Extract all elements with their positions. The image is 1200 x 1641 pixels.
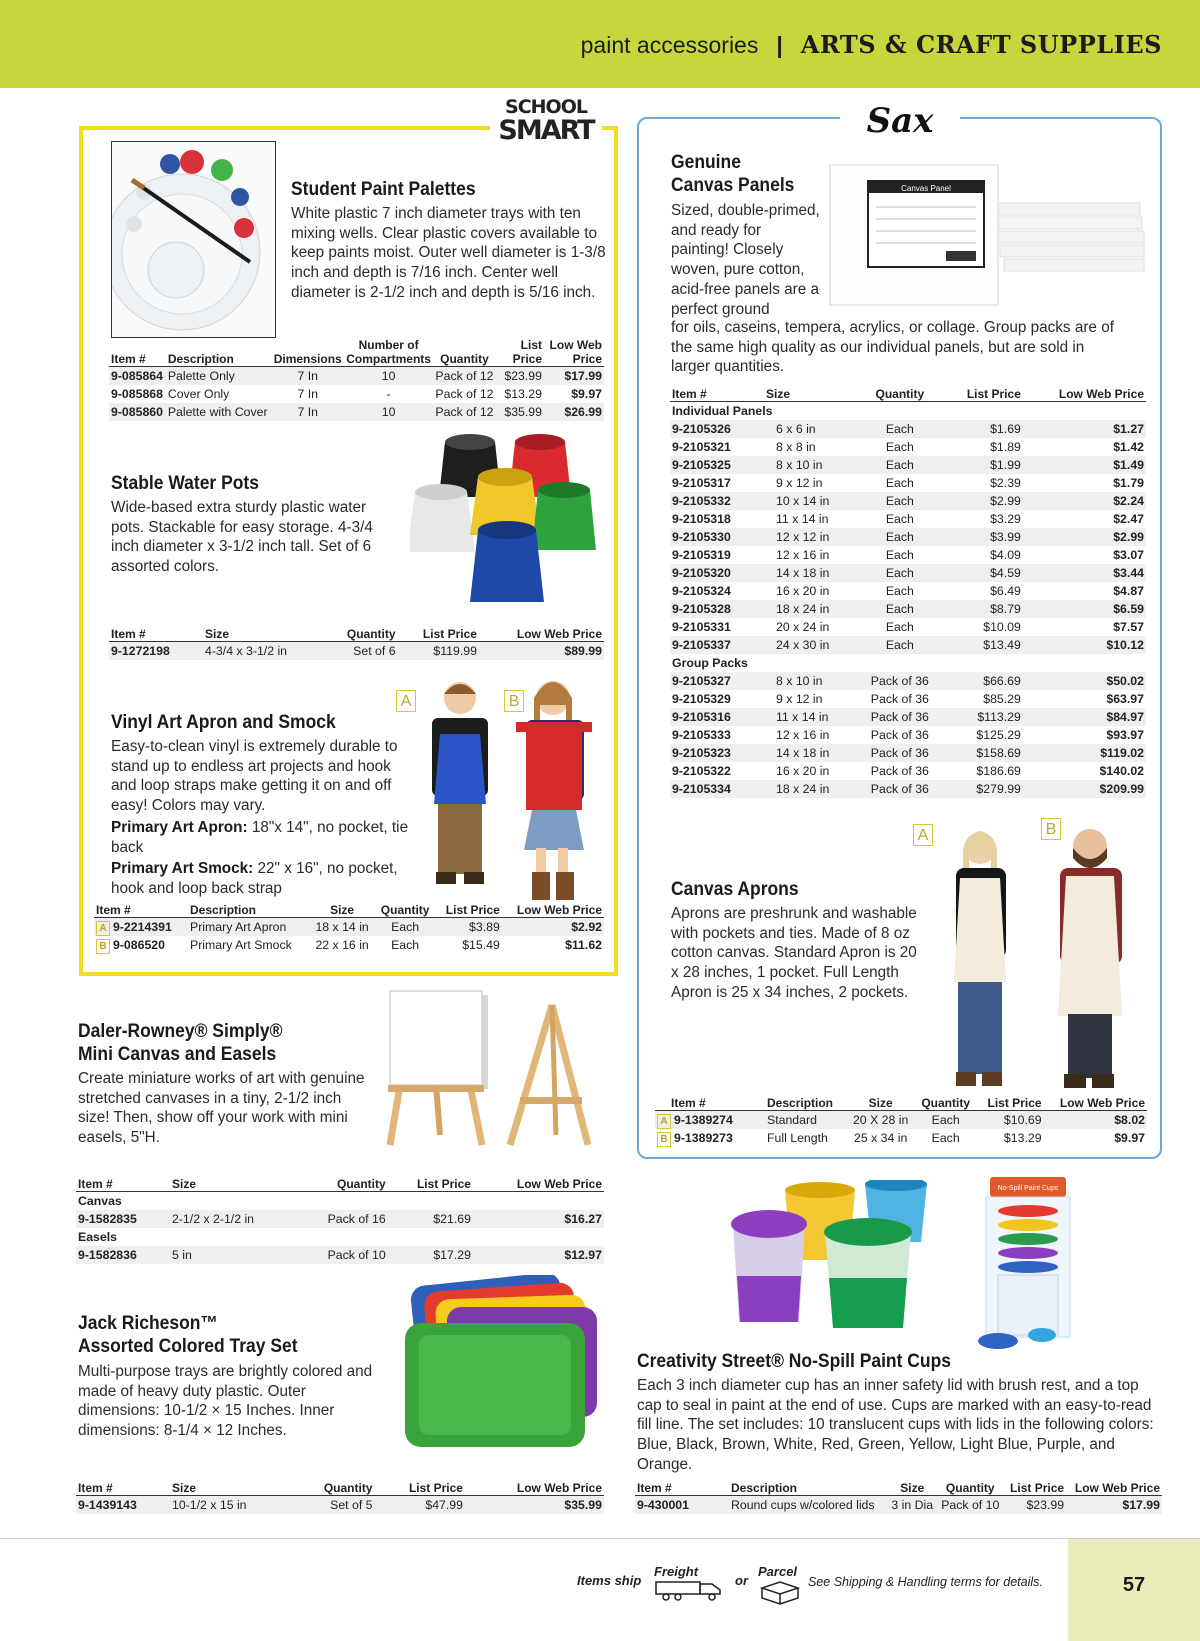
table-row: 9-430001 Round cups w/colored lids 3 in Dia Pack of 10 $23.99 $17.99 xyxy=(635,1496,1162,1515)
freight-truck-icon xyxy=(652,1564,728,1602)
waterpots-description: Wide-based extra sturdy plastic water pots. Stackable for easy storage. 4-3/4 inch diameter x 3-1/2 inch tall. Set of 6 assorted colors. xyxy=(111,499,373,576)
parcel-box-icon xyxy=(756,1566,806,1606)
items-ship-text: Items ship xyxy=(577,1573,642,1588)
apron-badge-b: B xyxy=(504,690,524,712)
freight-label: Freight xyxy=(654,1564,699,1579)
waterpots-image xyxy=(410,432,600,612)
table-row: 9-2105316 11 x 14 in Pack of 36 $113.29 $84.97 xyxy=(670,708,1146,726)
table-row: 9-1582835 2-1/2 x 2-1/2 in Pack of 16 $21.69 $16.27 xyxy=(76,1210,604,1228)
table-group-row: Easels xyxy=(76,1228,604,1246)
parcel-label: Parcel xyxy=(758,1564,798,1579)
tray-title: Jack Richeson™ Assorted Colored Tray Set xyxy=(78,1313,298,1357)
table-group-row: Group Packs xyxy=(670,654,1146,672)
palettes-title: Student Paint Palettes xyxy=(291,179,476,200)
table-row: 9-2105330 12 x 12 in Each $3.99 $2.99 xyxy=(670,528,1146,546)
row-badge: A xyxy=(657,1114,671,1129)
table-group-row: Canvas xyxy=(76,1192,604,1211)
table-header-row: Item # Description Dimensions Number of Compartments Quantity List Price Low Web Price xyxy=(111,338,602,366)
palettes-description: White plastic 7 inch diameter trays with ten mixing wells. Clear plastic covers available to keep paints moist. Outer well diameter is 1-3/8 inch and depth is 7/16 inch. Center well diameter is 2-1/2 inch and depth is 5/16 inch. xyxy=(291,205,606,301)
tray-table xyxy=(76,1481,604,1514)
row-badge: A xyxy=(96,921,110,936)
paint-cups-package-image xyxy=(972,1175,1082,1355)
paint-cups-title: Creativity Street® No-Spill Paint Cups xyxy=(637,1351,951,1372)
table-group-row: Individual Panels xyxy=(670,402,1146,421)
table-row: 9-2105327 8 x 10 in Pack of 36 $66.69 $50.02 xyxy=(670,672,1146,690)
table-row: 9-2105337 24 x 30 in Each $13.49 $10.12 xyxy=(670,636,1146,654)
table-row: 9-2105325 8 x 10 in Each $1.99 $1.49 xyxy=(670,456,1146,474)
page-number: 57 xyxy=(1122,1574,1146,1596)
canvas-panels-image xyxy=(828,163,1146,318)
canvas-aprons-image xyxy=(930,818,1150,1103)
table-row: 9-2105334 18 x 24 in Pack of 36 $279.99 $209.99 xyxy=(670,780,1146,798)
easels-table xyxy=(76,1177,604,1264)
category-name: ARTS & CRAFT SUPPLIES xyxy=(800,30,1162,59)
apron-feature-1: Primary Art Apron: 18"x 14", no pocket, tie back xyxy=(111,818,409,856)
tray-description: Multi-purpose trays are brightly colored and made of heavy duty plastic. Outer dimensions: 10-1/2 × 15 Inches. Inner dimensions: 8-1/4 × 12 Inches. xyxy=(78,1363,373,1440)
apron-description xyxy=(111,737,411,899)
easels-title: Daler-Rowney® Simply® Mini Canvas and Easels xyxy=(78,1021,283,1065)
table-header-row: Item # Size Quantity List Price Low Web Price xyxy=(111,627,602,641)
shipping-terms: See Shipping & Handling terms for details. xyxy=(808,1575,1043,1589)
table-row: 9-085864 Palette Only 7 In 10 Pack of 12 $23.99 $17.99 xyxy=(109,367,604,386)
apron-badge-a: A xyxy=(396,690,416,712)
table-row: 9-2105321 8 x 8 in Each $1.89 $1.42 xyxy=(672,439,1144,454)
apron-table xyxy=(94,903,604,954)
canvas-apron-badge-b: B xyxy=(1041,818,1061,840)
table-header-row: Item # Size Quantity List Price Low Web Price xyxy=(672,387,1144,401)
or-text: or xyxy=(735,1573,748,1588)
row-badge: B xyxy=(96,939,110,954)
table-row: 9-2105328 18 x 24 in Each $8.79 $6.59 xyxy=(670,600,1146,618)
table-row: 9-2105332 10 x 14 in Each $2.99 $2.24 xyxy=(670,492,1146,510)
footer-divider xyxy=(0,1538,1200,1539)
table-row: A 9-2214391 Primary Art Apron 18 x 14 in Each $3.89 $2.92 xyxy=(94,918,604,937)
canvas-panels-desc-narrow: Sized, double-primed, and ready for painting! Closely woven, pure cotton, acid-free panels are a perfect ground xyxy=(671,202,820,318)
table-header-row: Item # Description Size Quantity List Price Low Web Price xyxy=(637,1481,1160,1495)
canvas-panels-desc-wide: for oils, caseins, tempera, acrylics, or collage. Group packs are of the same high quality as our individual panels, but are sold in larger quantities. xyxy=(671,319,1114,376)
section-name: paint accessories xyxy=(580,32,759,58)
table-row: 9-2105324 16 x 20 in Each $6.49 $4.87 xyxy=(672,583,1144,598)
canvas-panels-table xyxy=(670,387,1146,798)
canvas-apron-badge-a: A xyxy=(913,824,933,846)
waterpots-title: Stable Water Pots xyxy=(111,473,259,494)
row-badge: B xyxy=(657,1132,671,1147)
apron-image xyxy=(418,676,608,908)
table-row: 9-2105322 16 x 20 in Pack of 36 $186.69 $140.02 xyxy=(672,763,1144,778)
school-smart-logo: SCHOOL SMART xyxy=(490,98,602,156)
package-label-text: No-Spill Paint Cups xyxy=(997,1185,1059,1192)
paint-cups-description: Each 3 inch diameter cup has an inner safety lid with brush rest, and a top cap to seal in paint at the end of use. Cups are marked with an easy-to-read fill line. The set includes: 10 translucent cups with lids in the following colors: Blue, Black, Brown, White, Red, Green, Yellow, Light Blue, Purple, and Orange. xyxy=(637,1377,1154,1473)
sax-logo: Sax xyxy=(840,96,960,146)
header-text xyxy=(581,30,1162,59)
table-row: A 9-1389274 Standard 20 X 28 in Each $10.69 $8.02 xyxy=(655,1111,1147,1130)
apron-desc-text: Easy-to-clean vinyl is extremely durable to stand up to endless art projects and hook and loop straps make getting it on and off easy! Colors may vary. xyxy=(111,738,398,815)
apron-feature-2: Primary Art Smock: 22" x 16", no pocket, hook and loop back strap xyxy=(111,860,398,897)
panel-label-text: Canvas Panel xyxy=(901,184,951,193)
table-row: 9-2105323 14 x 18 in Pack of 36 $158.69 $119.02 xyxy=(670,744,1146,762)
palette-image xyxy=(111,141,276,338)
palette-illustration xyxy=(112,142,275,337)
paint-cups-image xyxy=(725,1180,955,1335)
canvas-aprons-description: Aprons are preshrunk and washable with pockets and ties. Made of 8 oz cotton canvas. Standard Apron is 20 x 28 inches, 1 pocket. Full Length Apron is 25 x 34 inches, 2 pockets. xyxy=(671,905,917,1001)
table-row: 9-2105329 9 x 12 in Pack of 36 $85.29 $63.97 xyxy=(672,691,1144,706)
table-row: 9-1272198 4-3/4 x 3-1/2 in Set of 6 $119.99 $89.99 xyxy=(109,642,604,661)
table-row: 9-2105319 12 x 16 in Each $4.09 $3.07 xyxy=(672,547,1144,562)
easels-description: Create miniature works of art with genuine stretched canvases in a tiny, 2-1/2 inch size! Then, show off your work with mini easels, 5"H. xyxy=(78,1070,365,1147)
apron-title: Vinyl Art Apron and Smock xyxy=(111,712,336,733)
table-row: B 9-086520 Primary Art Smock 22 x 16 in Each $15.49 $11.62 xyxy=(94,936,604,954)
table-row: 9-1439143 10-1/2 x 15 in Set of 5 $47.99 $35.99 xyxy=(76,1496,604,1515)
table-header-row: Item # Size Quantity List Price Low Web Price xyxy=(78,1177,602,1191)
table-row: 9-085860 Palette with Cover 7 In 10 Pack of 12 $35.99 $26.99 xyxy=(109,403,604,421)
table-row: 9-2105326 6 x 6 in Each $1.69 $1.27 xyxy=(670,420,1146,438)
table-header-row: Item # Description Size Quantity List Price Low Web Price xyxy=(96,903,602,917)
table-row: 9-2105333 12 x 16 in Pack of 36 $125.29 $93.97 xyxy=(672,727,1144,742)
canvas-aprons-title: Canvas Aprons xyxy=(671,879,799,900)
table-header-row: Item # Size Quantity List Price Low Web Price xyxy=(78,1481,602,1495)
tray-image xyxy=(395,1275,610,1455)
paint-cups-table xyxy=(635,1481,1162,1514)
table-row: 9-2105320 14 x 18 in Each $4.59 $3.44 xyxy=(670,564,1146,582)
table-row: 9-2105318 11 x 14 in Each $3.29 $2.47 xyxy=(672,511,1144,526)
easels-image xyxy=(370,985,600,1155)
table-row: B 9-1389273 Full Length 25 x 34 in Each $13.29 $9.97 xyxy=(655,1129,1147,1147)
palettes-table xyxy=(109,338,604,421)
table-header-row: Item # Description Size Quantity List Price Low Web Price xyxy=(655,1096,1147,1111)
table-row: 9-2105317 9 x 12 in Each $2.39 $1.79 xyxy=(672,475,1144,490)
table-row: 9-2105331 20 x 24 in Each $10.09 $7.57 xyxy=(672,619,1144,634)
canvas-aprons-table xyxy=(655,1096,1147,1147)
table-row: 9-1582836 5 in Pack of 10 $17.29 $12.97 xyxy=(76,1246,604,1264)
canvas-panels-title: Genuine Canvas Panels xyxy=(671,152,795,196)
table-row: 9-085868 Cover Only 7 In - Pack of 12 $13.29 $9.97 xyxy=(111,386,602,401)
waterpots-table xyxy=(109,627,604,660)
shipping-info xyxy=(577,1573,641,1588)
page-header xyxy=(0,0,1200,88)
header-separator: | xyxy=(776,32,783,58)
